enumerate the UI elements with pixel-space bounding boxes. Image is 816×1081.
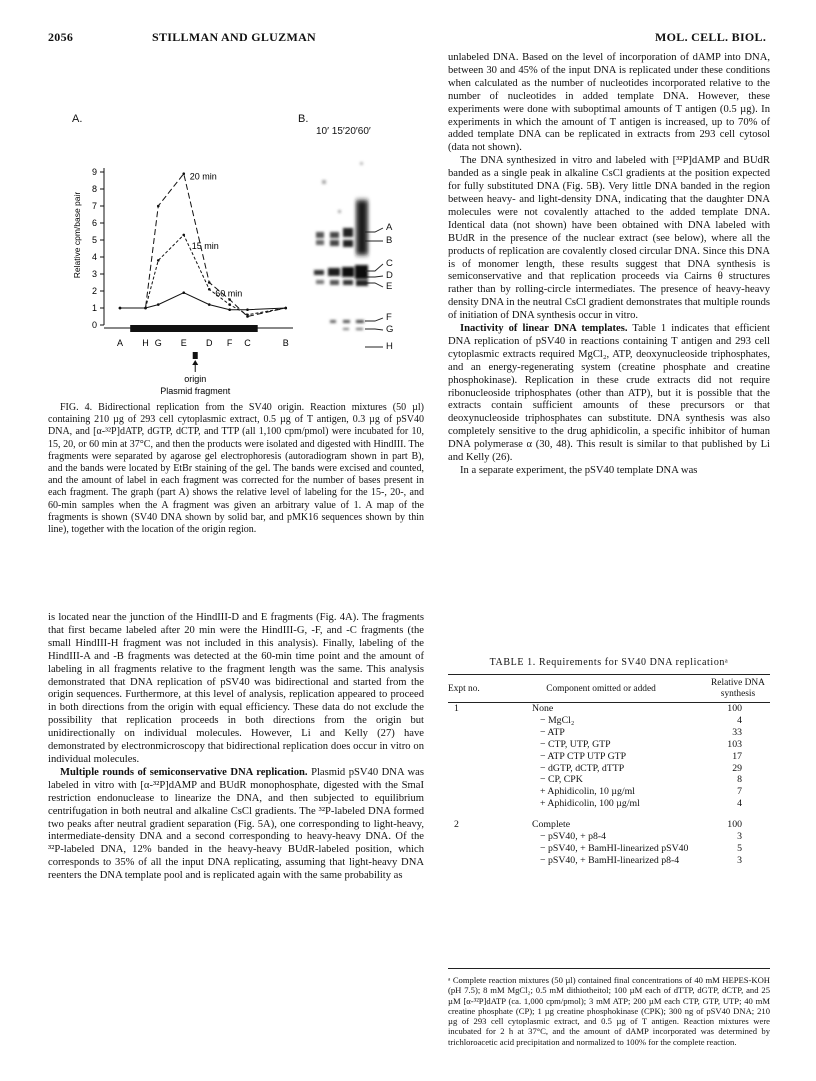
fragment-label: A bbox=[116, 338, 124, 348]
band-label-c: C bbox=[386, 258, 393, 269]
col-expt-header: Expt no. bbox=[448, 684, 480, 694]
y-tick-label: 7 bbox=[91, 201, 97, 211]
series-label-3: 60 min bbox=[215, 288, 243, 299]
y-tick-label: 1 bbox=[91, 303, 97, 313]
y-axis-label: Relative cpm/base pair bbox=[72, 191, 82, 279]
cell-expt: 2 bbox=[454, 819, 459, 831]
right-paragraph-4: In a separate experiment, the pSV40 template DNA was bbox=[460, 465, 698, 476]
cell-relative-synthesis: 103 bbox=[727, 738, 742, 750]
table-row bbox=[448, 786, 770, 798]
table-row bbox=[448, 798, 770, 810]
cell-expt bbox=[448, 774, 496, 786]
cell-expt bbox=[448, 831, 496, 843]
cell-component: + Aphidicolin, 10 µg/ml bbox=[540, 786, 635, 798]
table-body bbox=[448, 700, 770, 867]
cell-expt bbox=[448, 843, 496, 855]
table-rule-top bbox=[448, 674, 770, 675]
cell-relative-synthesis: 100 bbox=[727, 819, 742, 831]
table-row bbox=[448, 843, 770, 855]
band-label-h: H bbox=[386, 341, 393, 352]
cell-relative-synthesis: 8 bbox=[737, 774, 742, 786]
series-label-1: 20 min bbox=[189, 171, 217, 182]
band-label-f: F bbox=[386, 312, 392, 323]
cell-relative-synthesis: 100 bbox=[727, 703, 742, 714]
cell-relative-synthesis: 4 bbox=[737, 798, 742, 810]
cell-component: − dGTP, dCTP, dTTP bbox=[540, 762, 625, 774]
cell-relative-synthesis: 3 bbox=[737, 854, 742, 866]
table-title: TABLE 1. Requirements for SV40 DNA replicationᵃ bbox=[489, 657, 729, 668]
table-row bbox=[448, 739, 770, 751]
cell-component: − MgCl₂ bbox=[540, 714, 575, 726]
left-paragraph-1: is located near the junction of the HindIII-D and E fragments (Fig. 4A). The fragments that first became labeled after 20 min were the HindIII-G, -F, and -C fragments (the small HindIII-H fragment was not included in this analysis). Finally, labeling of the HindIII-A and -B fragments was detected at the 60-min time point and the amount of labeling in all fragments relative to the fragment length was the same. This analysis demonstrated that DNA replication of pSV40 was bidirectional and started from the origin sequences. Furthermore, at this level of analysis, replication appeared to proceed in both directions from the origin with equal efficiency. These data do not exclude the possibility that replication proceeds in both directions from the origin but unidirectionally on individual molecules. However, Li and Kelly (27) have demonstrated by electronmicroscopy that bidirectional replication does occur in vitro on individual molecules. bbox=[48, 612, 424, 765]
panel-a-label: A. bbox=[72, 113, 83, 125]
y-tick-label: 2 bbox=[91, 286, 97, 296]
cell-component: − ATP CTP UTP GTP bbox=[540, 750, 627, 762]
cell-expt: 1 bbox=[454, 703, 459, 714]
cell-expt bbox=[448, 855, 496, 867]
data-point bbox=[246, 314, 249, 317]
cell-relative-synthesis: 17 bbox=[732, 750, 742, 762]
data-point bbox=[182, 172, 185, 175]
origin-marker bbox=[193, 352, 198, 359]
data-point bbox=[228, 303, 231, 306]
cell-relative-synthesis: 3 bbox=[737, 831, 742, 843]
cell-expt bbox=[448, 727, 496, 739]
cell-component: + Aphidicolin, 100 µg/ml bbox=[540, 798, 640, 810]
right-paragraph-3: Inactivity of linear DNA templates. Table 1 indicates that efficient DNA replication of pSV40 in reactions containing T antigen and 293 cell cytoplasmic extracts required MgCl₂, ATP, deoxynucleoside triphosphates, and an energy-regenerating system (creatine phosphate and creatine phosphokinase). Replication in these crude extracts did not require ribonucleoside triphosphates (other than ATP), but it is possible that the extracts contain sufficient amounts of these precursors or that deoxynucleoside triphosphates can substitute. DNA synthesis was also completely sensitive to the drug aphidicolin, a specific inhibitor of human DNA polymerase α (30, 48). This result is similar to that published by Li and Kelly (26). bbox=[448, 323, 771, 464]
y-tick-label: 4 bbox=[91, 252, 97, 262]
cell-expt bbox=[448, 763, 496, 775]
cell-relative-synthesis: 5 bbox=[737, 842, 742, 854]
page-number: 2056 bbox=[48, 30, 74, 44]
band-label-d: D bbox=[386, 270, 393, 281]
left-paragraph-2: Multiple rounds of semiconservative DNA replication. Plasmid pSV40 DNA was labeled in vitro with [α-³²P]dAMP and BUdR monophosphate, digested with the SmaI restriction endonuclease to linearize the DNA, and then subjected to equilibrium centrifugation in both neutral and alkaline CsCl gradients. The ³²P-labeled DNA formed two peaks after neutral gradient separation (Fig. 5A), one corresponding to light-heavy, intermediate-density DNA and a second corresponding to heavy-heavy DNA. Of the ³²P-labeled DNA, 12% banded in the heavy-heavy BUdR-labeled position, which corresponds to 35% of all the input DNA replicating, assuming that light-heavy DNA reenters the DNA template pool and is replicated again with the same probability as bbox=[48, 766, 424, 882]
cell-relative-synthesis: 7 bbox=[737, 786, 742, 798]
y-tick-label: 6 bbox=[91, 218, 97, 228]
data-point bbox=[119, 307, 122, 310]
x-axis-label: Plasmid fragment bbox=[160, 386, 231, 396]
fragment-label: E bbox=[180, 338, 187, 348]
section-heading-semiconservative: Multiple rounds of semiconservative DNA replication. bbox=[60, 766, 308, 778]
band-label-e: E bbox=[386, 281, 393, 292]
right-paragraph-1: unlabeled DNA. Based on the level of incorporation of dAMP into DNA, between 30 and 45% of the input DNA is replicated under these conditions when calculated as the number of nucleotides incorporated relative to the number of nucleotides in added template DNA. However, these experiments were done with suboptimal amounts of T antigen (0.5 µg). In experiments in which the amount of T antigen is increased, up to 70% of added template DNA can be replicated in extracts from 293 cell cytosol (data not shown). bbox=[448, 52, 770, 154]
cell-expt bbox=[448, 751, 496, 763]
table-row bbox=[448, 763, 770, 775]
cell-relative-synthesis: 33 bbox=[732, 726, 742, 738]
band-label-g: G bbox=[386, 324, 394, 335]
data-point bbox=[246, 308, 249, 311]
data-point bbox=[157, 259, 160, 262]
cell-component: − pSV40, + BamHI-linearized pSV40 bbox=[540, 842, 689, 854]
series-label-2: 15 min bbox=[191, 240, 219, 251]
cell-component: − pSV40, + p8-4 bbox=[540, 831, 607, 843]
cell-component: − pSV40, + BamHI-linearized p8-4 bbox=[540, 854, 680, 866]
y-tick-label: 3 bbox=[91, 269, 97, 279]
panel-b-label: B. bbox=[298, 113, 309, 125]
right-column bbox=[448, 52, 770, 478]
data-point bbox=[284, 307, 287, 310]
fragment-label: D bbox=[206, 338, 213, 348]
journal-name: MOL. CELL. BIOL. bbox=[655, 30, 767, 44]
data-point bbox=[157, 303, 160, 306]
fragment-label: C bbox=[244, 338, 251, 348]
data-point bbox=[157, 205, 160, 208]
band-label-a: A bbox=[386, 222, 393, 233]
cell-component: Complete bbox=[532, 819, 571, 831]
cell-expt bbox=[448, 798, 496, 810]
panel-b-time-label: 10′ 15′20′60′ bbox=[316, 126, 371, 137]
table-row bbox=[448, 751, 770, 763]
band-label-b: B bbox=[386, 235, 393, 246]
running-authors: STILLMAN AND GLUZMAN bbox=[152, 30, 317, 44]
table-footnote: ᵃ Complete reaction mixtures (50 µl) contained final concentrations of 40 mM HEPES-KOH (pH 7.5); 8 mM MgCl₂; 0.5 mM dithiotheitol; 100 µM each of dTTP, dGTP, dCTP, and 25 µM [α-³²P]dATP (ca. 1,000 cpm/pmol); 3 mM ATP; 200 µM each CTP, GTP, UTP; 40 mM creatine phosphate (CP); 1 µg creatine phosphokinase (CPK); 300 ng of pSV40 DNA; 210 µg of 293 cell cytoplasmic extract, and 0.5 µg of T antigen. Reaction mixtures were incubated for 2 h at 37°C, and the amount of dAMP incorporated was determined by trichloroacetic acid precipitation and normalized to 100% for the complete reaction. bbox=[448, 975, 770, 1047]
data-point bbox=[208, 288, 211, 291]
table-row bbox=[448, 831, 770, 843]
cell-component: − CP, CPK bbox=[540, 774, 583, 786]
origin-label: origin bbox=[184, 374, 207, 384]
data-point bbox=[228, 308, 231, 311]
fragment-label: G bbox=[154, 338, 162, 348]
col-relative-header: Relative DNA synthesis bbox=[711, 678, 765, 699]
right-paragraph-2: The DNA synthesized in vitro and labeled with [³²P]dAMP and BUdR banded as a single peak in alkaline CsCl gradients at the position expected for fully substituted DNA (Fig. 5B). Very little DNA banded in the region between heavy- and light-density DNA, indicating that the daughter DNA molecules were not covalently attached to the added template DNA. Identical data (not shown) have been obtained with DNA labeled with BUdR in the presence of the nuclear extract (see below), where all the products of replication are covalently closed circular DNA. Since this DNA is of monomer length, these results suggest that DNA synthesis is semiconservative and that replication proceeds via Cairns θ structures rather than by rolling-circle intermediates. The presence of heavy-heavy density DNA in the neutral CsCl gradient demonstrates that multiple rounds of initiation of DNA synthesis occur in vitro. bbox=[448, 155, 770, 322]
col-component-header: Component omitted or added bbox=[546, 684, 656, 694]
fragment-label: H bbox=[142, 338, 149, 348]
y-tick-label: 8 bbox=[91, 184, 97, 194]
left-column bbox=[48, 612, 424, 883]
cell-relative-synthesis: 4 bbox=[737, 714, 742, 726]
data-point bbox=[208, 281, 211, 284]
table-row bbox=[448, 774, 770, 786]
cell-relative-synthesis: 29 bbox=[732, 762, 742, 774]
table-row bbox=[448, 855, 770, 867]
origin-arrowhead-icon bbox=[192, 360, 198, 365]
y-tick-label: 5 bbox=[91, 235, 97, 245]
sv40-map-bar bbox=[130, 325, 258, 332]
cell-component: None bbox=[532, 703, 554, 714]
table-row bbox=[448, 810, 770, 831]
cell-component: − ATP bbox=[540, 726, 565, 738]
cell-expt bbox=[448, 739, 496, 751]
table-row bbox=[448, 727, 770, 739]
cell-expt bbox=[448, 786, 496, 798]
cell-component: − CTP, UTP, GTP bbox=[540, 738, 611, 750]
data-point bbox=[144, 307, 147, 310]
requirements-table bbox=[448, 676, 770, 867]
data-point bbox=[182, 291, 185, 294]
cell-expt bbox=[448, 715, 496, 727]
band-label-lines bbox=[365, 140, 425, 395]
y-tick-label: 9 bbox=[91, 167, 97, 177]
section-heading-linear-templates: Inactivity of linear DNA templates. bbox=[460, 323, 628, 335]
fragment-label: F bbox=[226, 338, 233, 348]
fragment-label: B bbox=[282, 338, 289, 348]
table-row bbox=[448, 700, 770, 715]
figure-4a-chart bbox=[68, 140, 293, 398]
data-point bbox=[208, 303, 211, 306]
figure-caption: FIG. 4. Bidirectional replication from the SV40 origin. Reaction mixtures (50 µl) containing 210 µg of 293 cell cytoplasmic extract, 0.5 µg of T antigen, 0.3 µg of pSV40 DNA, and [α-³²P]dATP, dGTP, dCTP, and TTP (all 1,100 cpm/pmol) were incubated for 10, 15, 20, or 60 min at 37°C, and then the products were isolated and digested with HindIII. The fragments were separated by agarose gel electrophoresis (autoradiogram shown in part B), and the bands were located by EtBr staining of the gel. The bands were excised and counted, and the amount of label in each fragment was corrected for the number of bases present in each fragment. The graph (part A) shows the relative level of labeling for the 15-, 20-, and 60-min samples when the A fragment was given an arbitrary value of 1. A map of the fragments is shown (SV40 DNA shown by solid bar, and pMK16 sequences shown by thin line), together with the location of the origin region. bbox=[48, 402, 424, 536]
table-row bbox=[448, 715, 770, 727]
data-point bbox=[182, 234, 185, 237]
y-tick-label: 0 bbox=[91, 320, 97, 330]
table-rule-bottom bbox=[448, 968, 770, 969]
